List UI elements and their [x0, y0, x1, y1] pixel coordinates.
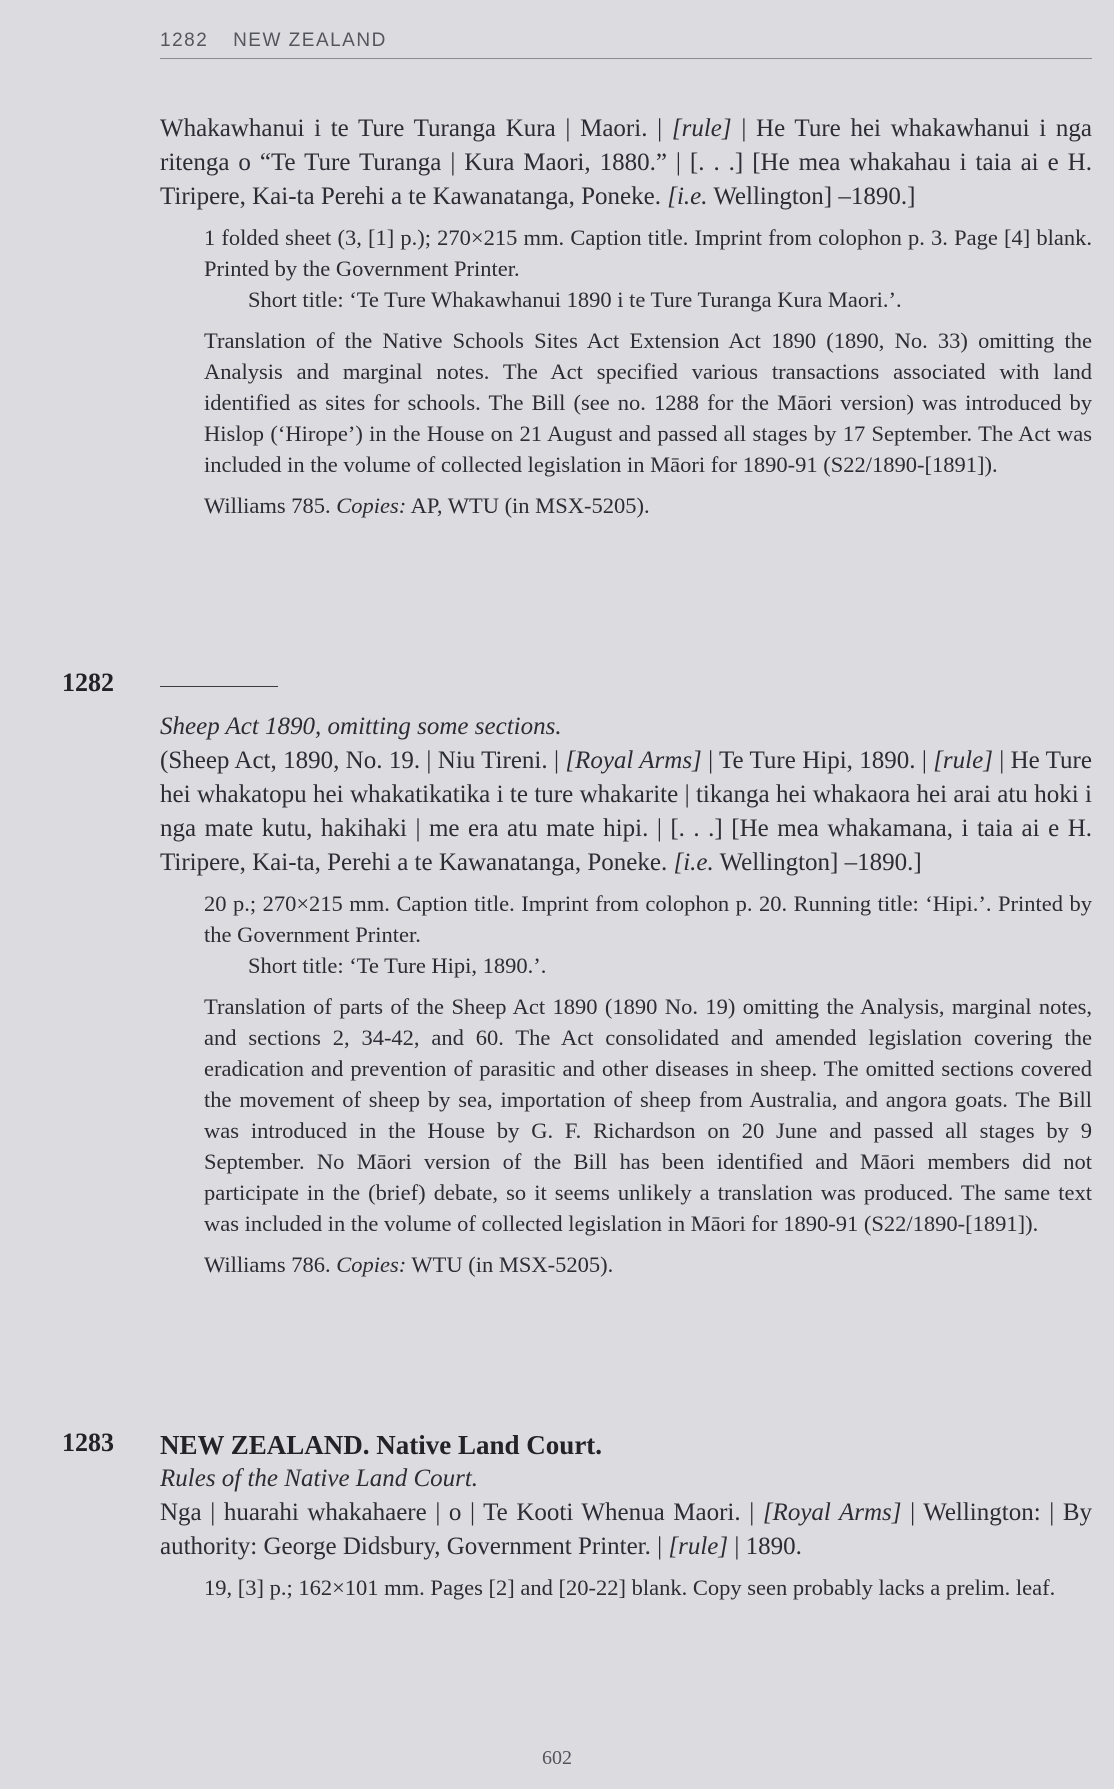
imprint-royal-arms: [Royal Arms] — [762, 1499, 902, 1526]
imprint-ie: [i.e. — [673, 849, 714, 876]
refs-text: Williams 785. — [204, 493, 337, 518]
imprint-text: Nga | huarahi whakahaere | o | Te Kooti Whenua Maori. | — [160, 1499, 763, 1526]
imprint-royal-arms: [Royal Arms] — [565, 747, 702, 774]
imprint-text: | He Ture hei whakawhanui i nga ritenga o “Te Ture Turanga | Kura Maori, 1880.” | [. . .] [He mea whakahau i taia ai e H. Tiripere, Kai-ta Perehi a te Kawanatanga, Poneke. — [160, 115, 1092, 210]
entry-1283-imprint — [160, 1496, 1092, 1564]
refs-text: WTU (in MSX-5205). — [406, 1252, 614, 1277]
entry-1282-dash — [160, 668, 1092, 702]
entry-prev-physical: 1 folded sheet (3, [1] p.); 270×215 mm. Caption title. Imprint from colophon p. 3. Page [4] blank. Printed by the Government Printer. — [204, 225, 1092, 281]
imprint-text: (Sheep Act, 1890, No. 19. | Niu Tireni. | — [160, 747, 566, 774]
entry-1282 — [160, 668, 1092, 1280]
entry-number-1282: 1282 — [62, 668, 114, 697]
imprint-text: | Wellington: | By authority: George Didsbury, Government Printer. | — [160, 1499, 1092, 1560]
imprint-text: | He Ture hei whakatopu hei whakatikatika i te ture whakarite | tikanga hei whakaora hei arai atu hoki i nga mate kutu, hakihaki | me era atu mate hipi. | [. . .] [He mea whakamana, i taia ai e H. Tiripere, Kai-ta, Perehi a te Kawanatanga, Poneke. — [160, 747, 1092, 876]
imprint-text: | Te Ture Hipi, 1890. | — [701, 747, 934, 774]
entry-1282-short-title: Short title: ‘Te Ture Hipi, 1890.’. — [248, 953, 547, 978]
entry-prev — [160, 112, 1092, 521]
entry-prev-imprint — [160, 112, 1092, 214]
imprint-text: Wellington] –1890.] — [713, 849, 922, 876]
entry-1282-refs — [204, 1249, 1092, 1280]
refs-text: Williams 786. — [204, 1252, 337, 1277]
entry-prev-short-title: Short title: ‘Te Ture Whakawhanui 1890 i te Ture Turanga Kura Maori.’. — [248, 287, 902, 312]
entry-prev-refs — [204, 490, 1092, 521]
entry-1282-title: Sheep Act 1890, omitting some sections. — [160, 713, 562, 740]
refs-copies-label: Copies: — [336, 1252, 407, 1277]
entry-1282-physical: 20 p.; 270×215 mm. Caption title. Imprint from colophon p. 20. Running title: ‘Hipi.’. Printed by the Government Printer. — [204, 891, 1092, 947]
ditto-dash-rule — [160, 686, 278, 687]
entry-1283-title: Rules of the Native Land Court. — [160, 1465, 479, 1492]
entry-prev-notes: Translation of the Native Schools Sites Act Extension Act 1890 (1890, No. 33) omitting the Analysis and marginal notes. The Act specified various transactions associated with land identified as sites for schools. The Bill (see no. 1288 for the Māori version) was introduced by Hislop (‘Hirope’) in the House on 21 August and passed all stages by 17 September. The Act was included in the volume of collected legislation in Māori for 1890-91 (S22/1890-[1891]). — [204, 328, 1092, 477]
entry-1283 — [160, 1428, 1092, 1603]
entry-1283-heading: NEW ZEALAND. Native Land Court. — [160, 1430, 603, 1460]
footer-page-number: 602 — [542, 1747, 572, 1769]
entry-1282-notes: Translation of parts of the Sheep Act 1890 (1890 No. 19) omitting the Analysis, marginal notes, and sections 2, 34-42, and 60. The Act consolidated and amended legislation covering the eradication and prevention of parasitic and other diseases in sheep. The omitted sections covered the movement of sheep by sea, importation of sheep from Australia, and angora goats. The Bill was introduced in the House by G. F. Richardson on 20 June and passed all stages by 9 September. No Māori version of the Bill has been identified and Māori members did not participate in the (brief) debate, so it seems unlikely a translation was produced. The same text was included in the volume of collected legislation in Māori for 1890-91 (S22/1890-[1891]). — [204, 994, 1092, 1236]
refs-copies-label: Copies: — [336, 493, 407, 518]
imprint-text: | 1890. — [728, 1533, 802, 1560]
running-head — [160, 30, 1092, 59]
imprint-text: Whakawhanui i te Ture Turanga Kura | Maori. | — [160, 115, 672, 142]
imprint-text: Wellington] –1890.] — [707, 183, 916, 210]
imprint-rule: [rule] — [671, 115, 732, 142]
header-page-number: 1282 — [160, 30, 209, 51]
refs-text: AP, WTU (in MSX-5205). — [406, 493, 650, 518]
imprint-ie: [i.e. — [667, 183, 708, 210]
header-title: NEW ZEALAND — [233, 30, 387, 51]
entry-1282-imprint — [160, 744, 1092, 880]
entry-1283-physical: 19, [3] p.; 162×101 mm. Pages [2] and [20-22] blank. Copy seen probably lacks a prelim. leaf. — [204, 1575, 1056, 1600]
entry-number-1283: 1283 — [62, 1428, 114, 1457]
imprint-rule: [rule] — [933, 747, 993, 774]
imprint-rule: [rule] — [668, 1533, 729, 1560]
